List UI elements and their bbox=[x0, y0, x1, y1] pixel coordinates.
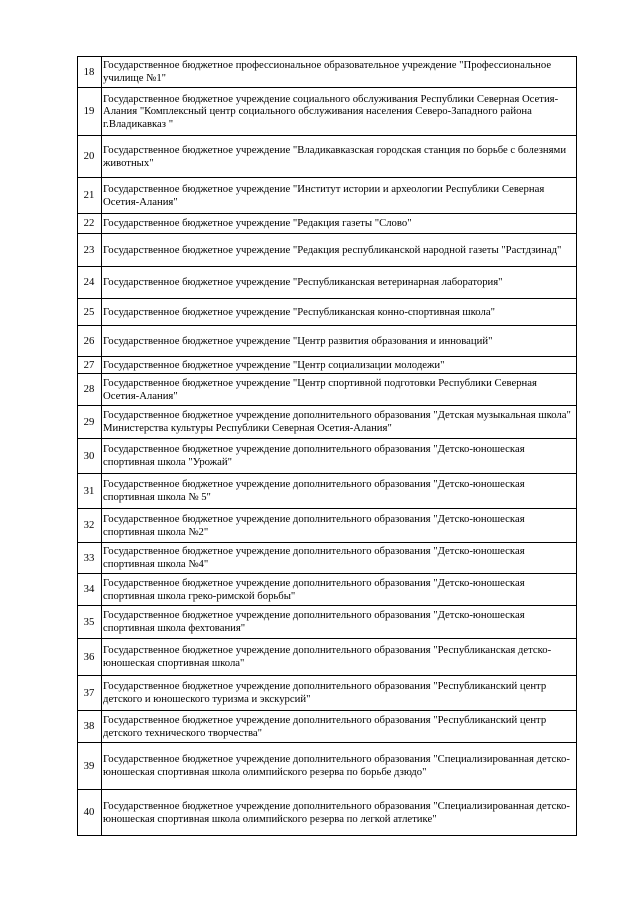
table-row bbox=[78, 57, 577, 88]
institution-name: Государственное бюджетное учреждение "Республиканская конно-спортивная школа" bbox=[102, 299, 577, 326]
table-row bbox=[78, 574, 577, 606]
institution-name: Государственное бюджетное учреждение "Редакция республиканской народной газеты "Растдзинад" bbox=[102, 234, 577, 267]
row-number: 19 bbox=[78, 88, 102, 136]
institution-name: Государственное бюджетное учреждение дополнительного образования "Детско-юношеская спортивная школа № 5" bbox=[102, 474, 577, 509]
table-row bbox=[78, 509, 577, 543]
table-row bbox=[78, 606, 577, 639]
row-number: 23 bbox=[78, 234, 102, 267]
institution-name: Государственное бюджетное профессиональное образовательное учреждение "Профессиональное училище №1" bbox=[102, 57, 577, 88]
row-number: 26 bbox=[78, 326, 102, 357]
row-number: 28 bbox=[78, 374, 102, 406]
table-row bbox=[78, 234, 577, 267]
institution-name: Государственное бюджетное учреждение дополнительного образования "Детско-юношеская спортивная школа №2" bbox=[102, 509, 577, 543]
institution-name: Государственное бюджетное учреждение дополнительного образования "Детско-юношеская спортивная школа фехтования" bbox=[102, 606, 577, 639]
table-row bbox=[78, 88, 577, 136]
table-row bbox=[78, 214, 577, 234]
institutions-table bbox=[77, 56, 577, 836]
institution-name: Государственное бюджетное учреждение "Владикавказская городская станция по борьбе с болезнями животных" bbox=[102, 136, 577, 178]
institution-name: Государственное бюджетное учреждение "Институт истории и археологии Республики Северная Осетия-Алания" bbox=[102, 178, 577, 214]
table-row bbox=[78, 299, 577, 326]
row-number: 30 bbox=[78, 439, 102, 474]
institution-name: Государственное бюджетное учреждение "Центр развития образования и инноваций" bbox=[102, 326, 577, 357]
institution-name: Государственное бюджетное учреждение "Редакция газеты "Слово" bbox=[102, 214, 577, 234]
row-number: 21 bbox=[78, 178, 102, 214]
row-number: 18 bbox=[78, 57, 102, 88]
institution-name: Государственное бюджетное учреждение социального обслуживания Республики Северная Осетия-Алания "Комплексный центр социального обслуживания населения Северо-Западного района г.Владикавказ " bbox=[102, 88, 577, 136]
table-row bbox=[78, 790, 577, 836]
table-row bbox=[78, 543, 577, 574]
row-number: 24 bbox=[78, 267, 102, 299]
row-number: 35 bbox=[78, 606, 102, 639]
table-row bbox=[78, 326, 577, 357]
table-row bbox=[78, 676, 577, 711]
row-number: 20 bbox=[78, 136, 102, 178]
table-row bbox=[78, 439, 577, 474]
institution-name: Государственное бюджетное учреждение дополнительного образования "Специализированная детско-юношеская спортивная школа олимпийского резерва по борьбе дзюдо" bbox=[102, 743, 577, 790]
table-row bbox=[78, 743, 577, 790]
institution-name: Государственное бюджетное учреждение "Центр социализации молодежи" bbox=[102, 357, 577, 374]
row-number: 40 bbox=[78, 790, 102, 836]
table-row bbox=[78, 178, 577, 214]
institution-name: Государственное бюджетное учреждение дополнительного образования "Детско-юношеская спортивная школа "Урожай" bbox=[102, 439, 577, 474]
table-row bbox=[78, 711, 577, 743]
row-number: 36 bbox=[78, 639, 102, 676]
table-row bbox=[78, 406, 577, 439]
row-number: 27 bbox=[78, 357, 102, 374]
row-number: 34 bbox=[78, 574, 102, 606]
row-number: 33 bbox=[78, 543, 102, 574]
institution-name: Государственное бюджетное учреждение "Центр спортивной подготовки Республики Северная Осетия-Алания" bbox=[102, 374, 577, 406]
institution-name: Государственное бюджетное учреждение "Республиканская ветеринарная лаборатория" bbox=[102, 267, 577, 299]
institution-name: Государственное бюджетное учреждение дополнительного образования "Специализированная детско-юношеская спортивная школа олимпийского резерва по легкой атлетике" bbox=[102, 790, 577, 836]
institution-name: Государственное бюджетное учреждение дополнительного образования "Детская музыкальная школа" Министерства культуры Республики Северная Осетия-Алания" bbox=[102, 406, 577, 439]
table-row bbox=[78, 357, 577, 374]
institution-name: Государственное бюджетное учреждение дополнительного образования "Республиканская детско-юношеская спортивная школа" bbox=[102, 639, 577, 676]
row-number: 37 bbox=[78, 676, 102, 711]
institution-name: Государственное бюджетное учреждение дополнительного образования "Детско-юношеская спортивная школа греко-римской борьбы" bbox=[102, 574, 577, 606]
row-number: 29 bbox=[78, 406, 102, 439]
institution-name: Государственное бюджетное учреждение дополнительного образования "Республиканский центр детского и юношеского туризма и экскурсий" bbox=[102, 676, 577, 711]
row-number: 22 bbox=[78, 214, 102, 234]
institution-name: Государственное бюджетное учреждение дополнительного образования "Детско-юношеская спортивная школа №4" bbox=[102, 543, 577, 574]
row-number: 25 bbox=[78, 299, 102, 326]
table-row bbox=[78, 136, 577, 178]
table-row bbox=[78, 474, 577, 509]
institution-name: Государственное бюджетное учреждение дополнительного образования "Республиканский центр детского технического творчества" bbox=[102, 711, 577, 743]
table-row bbox=[78, 267, 577, 299]
table-row bbox=[78, 639, 577, 676]
row-number: 32 bbox=[78, 509, 102, 543]
row-number: 39 bbox=[78, 743, 102, 790]
row-number: 38 bbox=[78, 711, 102, 743]
row-number: 31 bbox=[78, 474, 102, 509]
table-row bbox=[78, 374, 577, 406]
